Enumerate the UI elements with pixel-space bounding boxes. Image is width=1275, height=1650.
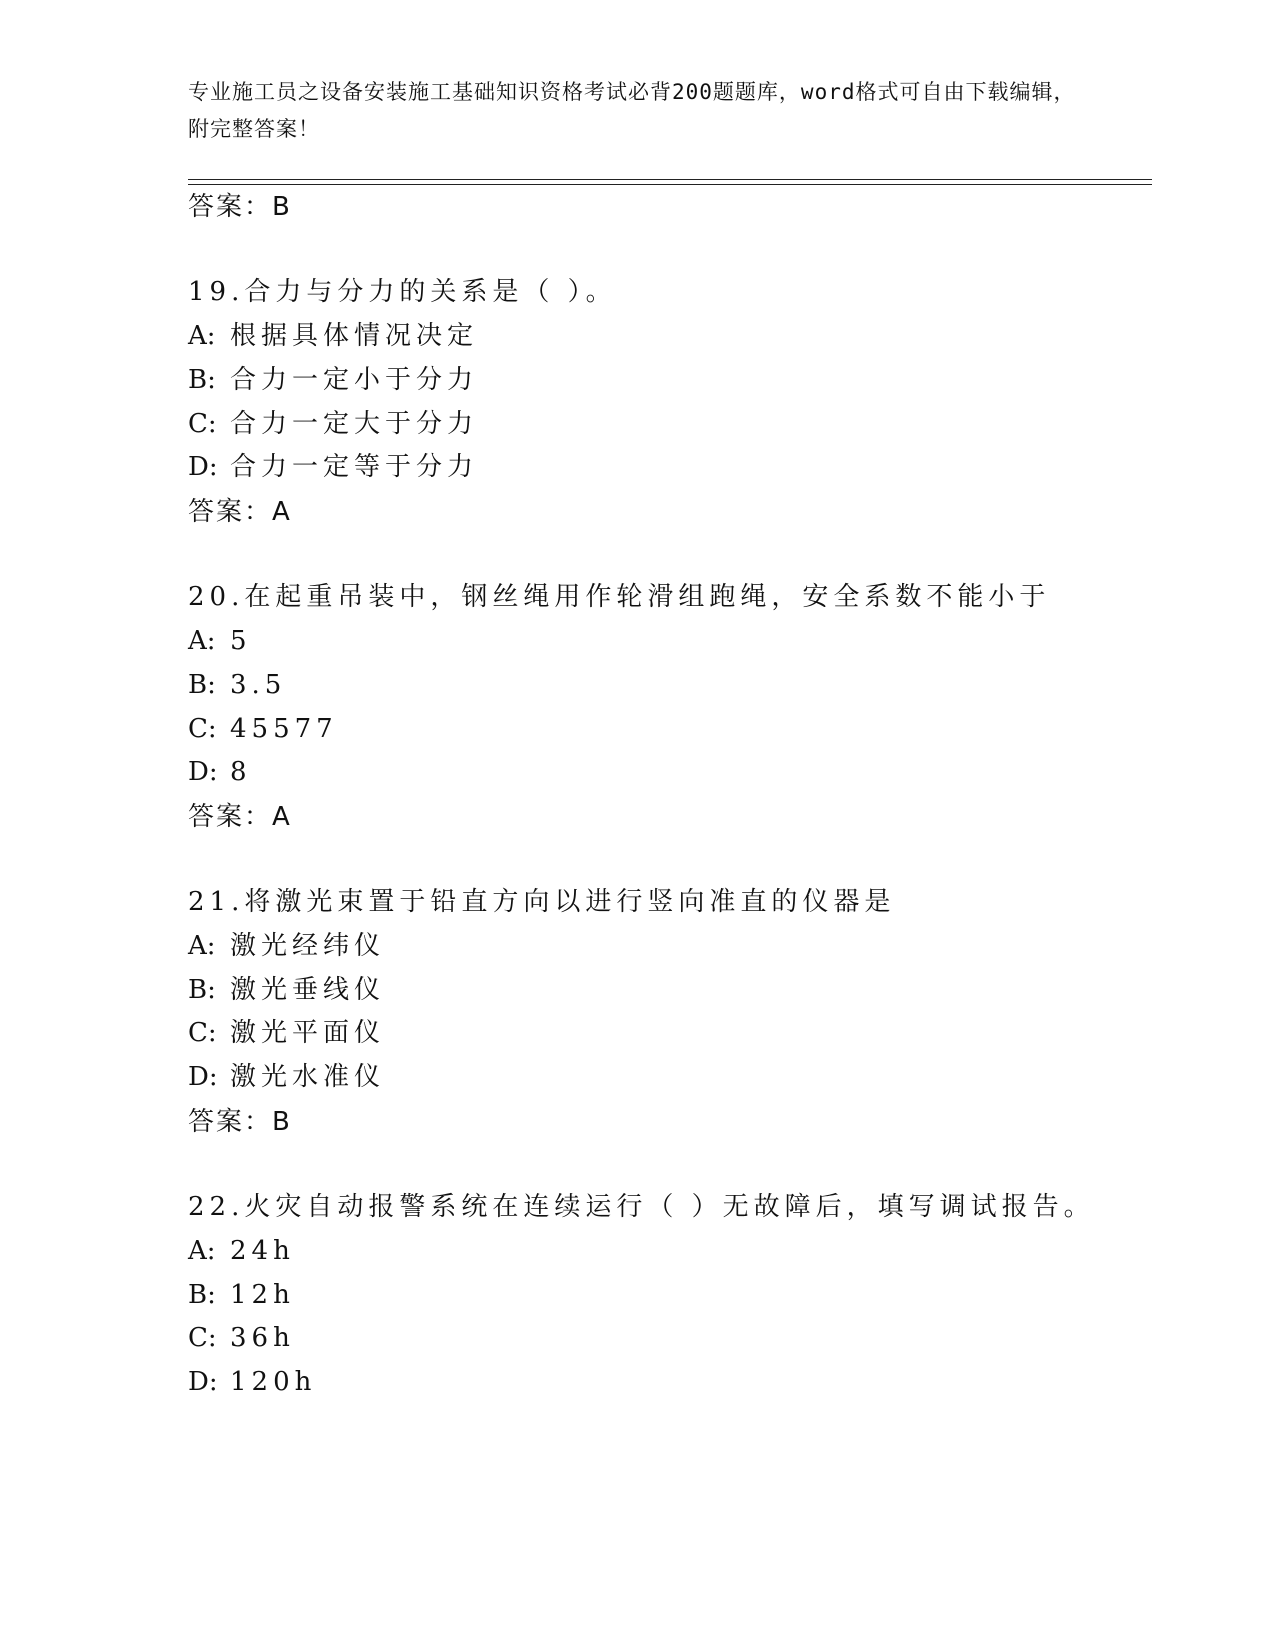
question-stem-19: 19.合力与分力的关系是（ ）。 <box>188 277 617 307</box>
question-22-option-d <box>188 1365 316 1399</box>
option-letter: A: <box>188 321 216 351</box>
question-21-option-c <box>188 1016 385 1050</box>
option-text: 5 <box>230 626 252 656</box>
option-letter: C: <box>188 1018 217 1048</box>
option-text: 45577 <box>230 714 338 744</box>
option-text: 8 <box>230 757 252 787</box>
option-letter: C: <box>188 714 217 744</box>
option-letter: A: <box>188 1236 216 1266</box>
document-header: 专业施工员之设备安装施工基础知识资格考试必背200题题库，word格式可自由下载编辑，附完整答案！ <box>188 80 1076 141</box>
option-text: 根据具体情况决定 <box>230 321 479 351</box>
question-20-option-d <box>188 755 252 789</box>
question-21-option-b <box>188 973 385 1007</box>
question-20-answer <box>188 800 292 834</box>
option-text: 36h <box>230 1323 295 1353</box>
question-21-option-d <box>188 1060 385 1094</box>
question-22-option-c <box>188 1321 295 1355</box>
answer-value: A <box>272 802 292 832</box>
question-19-option-b <box>188 363 478 397</box>
option-text: 激光水准仪 <box>230 1062 386 1092</box>
option-text: 合力一定大于分力 <box>230 409 479 439</box>
option-letter: D: <box>188 1367 218 1397</box>
header-rule-bottom <box>188 184 1152 185</box>
question-19-option-c <box>188 407 478 441</box>
option-letter: D: <box>188 452 218 482</box>
question-21-answer <box>188 1105 292 1139</box>
answer-value: B <box>272 192 292 222</box>
question-20-option-b <box>188 668 286 702</box>
option-text: 120h <box>230 1367 317 1397</box>
option-letter: A: <box>188 626 216 656</box>
option-letter: C: <box>188 1323 217 1353</box>
question-22-option-a <box>188 1234 295 1268</box>
previous-answer <box>188 190 292 224</box>
header-rule-top <box>188 179 1152 180</box>
option-text: 激光经纬仪 <box>230 931 386 961</box>
option-letter: D: <box>188 757 218 787</box>
answer-value: B <box>272 1107 292 1137</box>
question-stem-22: 22.火灾自动报警系统在连续运行（ ）无故障后，填写调试报告。 <box>188 1192 1095 1222</box>
answer-label: 答案： <box>188 802 273 832</box>
question-19-answer <box>188 495 292 529</box>
question-20-option-c <box>188 712 338 746</box>
option-text: 12h <box>230 1280 295 1310</box>
question-20-option-a <box>188 624 252 658</box>
option-letter: B: <box>188 1280 216 1310</box>
option-text: 激光平面仪 <box>230 1018 386 1048</box>
option-letter: A: <box>188 931 216 961</box>
option-text: 合力一定小于分力 <box>230 365 479 395</box>
option-letter: D: <box>188 1062 218 1092</box>
question-21-option-a <box>188 929 385 963</box>
option-text: 24h <box>230 1236 295 1266</box>
option-letter: C: <box>188 409 217 439</box>
option-letter: B: <box>188 365 216 395</box>
question-22-option-b <box>188 1278 295 1312</box>
question-19-option-d <box>188 450 478 484</box>
answer-label: 答案： <box>188 1107 273 1137</box>
option-text: 激光垂线仪 <box>230 975 386 1005</box>
answer-value: A <box>272 497 292 527</box>
option-letter: B: <box>188 975 216 1005</box>
option-text: 3.5 <box>230 670 287 700</box>
question-stem-20: 20.在起重吊装中，钢丝绳用作轮滑组跑绳，安全系数不能小于 <box>188 582 1051 612</box>
option-text: 合力一定等于分力 <box>230 452 479 482</box>
option-letter: B: <box>188 670 216 700</box>
answer-label: 答案： <box>188 497 273 527</box>
answer-label: 答案： <box>188 192 273 222</box>
question-stem-21: 21.将激光束置于铅直方向以进行竖向准直的仪器是 <box>188 887 896 917</box>
question-19-option-a <box>188 319 478 353</box>
